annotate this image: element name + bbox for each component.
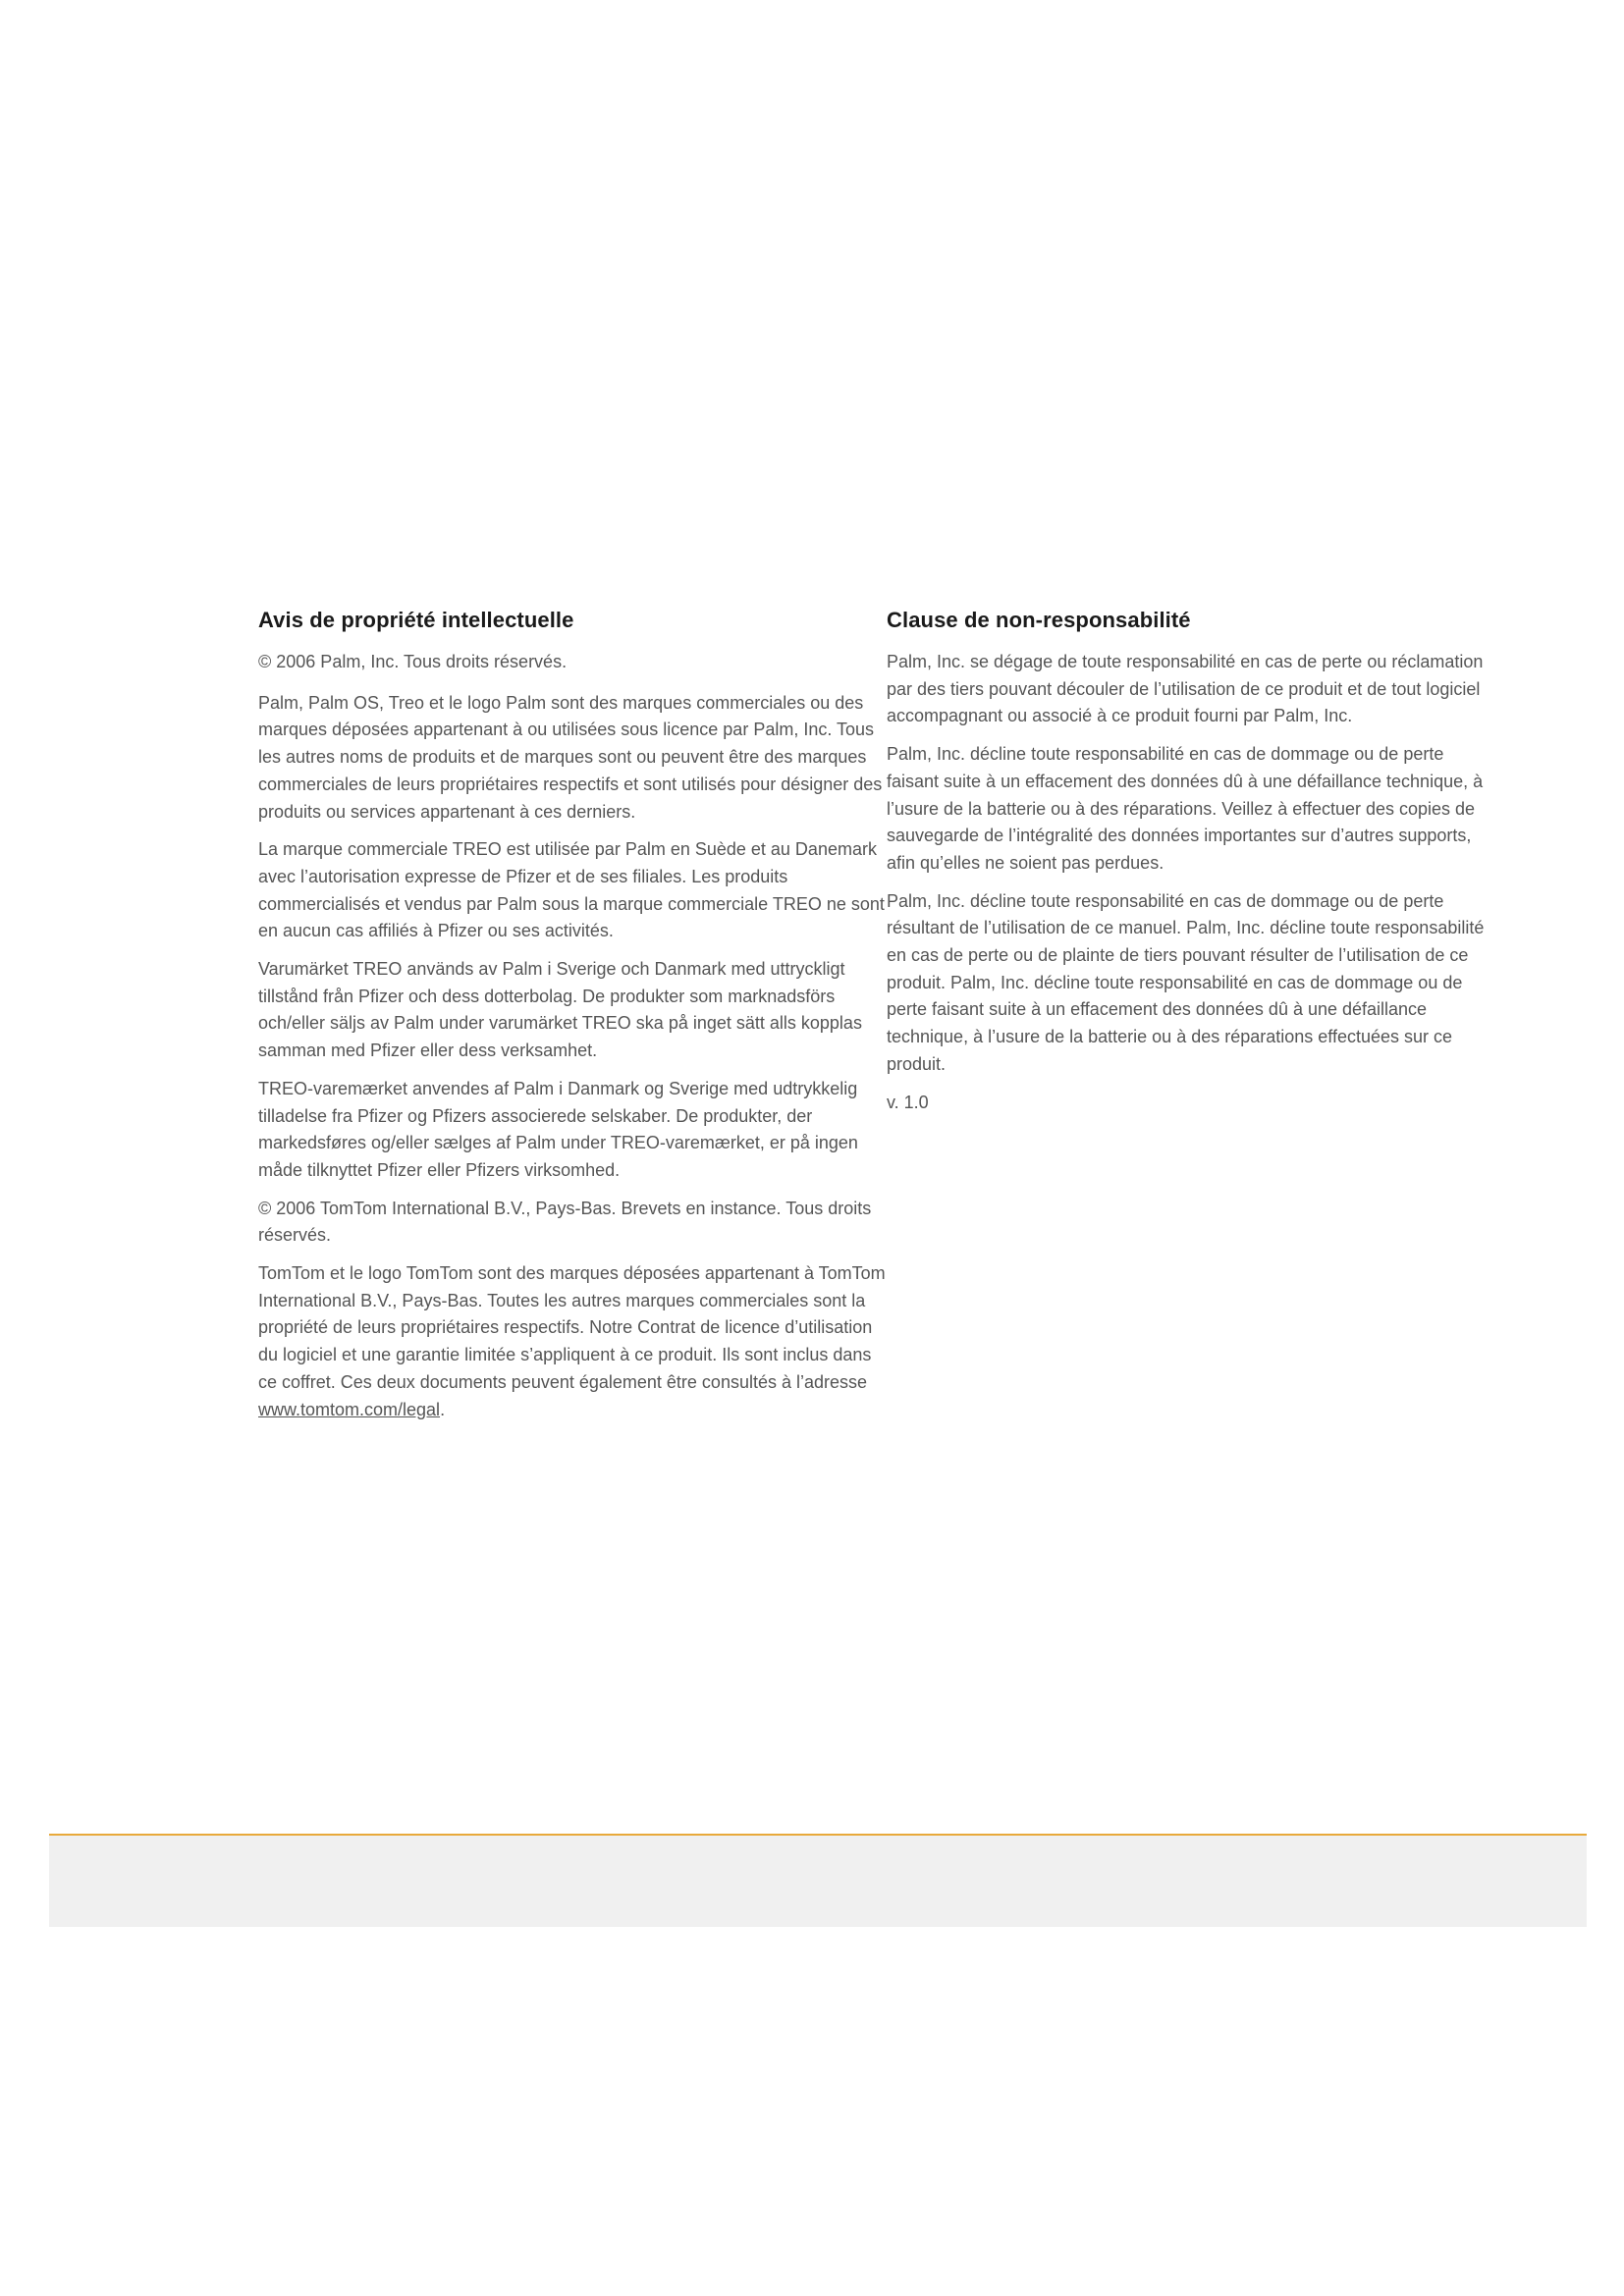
tomtom-trademarks-paragraph xyxy=(258,1260,887,1423)
disclaimer-column xyxy=(887,606,1486,1127)
version-label: v. 1.0 xyxy=(887,1092,929,1112)
treo-trademark-swedish-paragraph: Varumärket TREO används av Palm i Sverige och Danmark med uttryckligt tillstånd från Pfizer och dess dotterbolag. De produkter som marknadsförs och/eller säljs av Palm under varumärket TREO ska på inget sätt alls kopplas samman med Pfizer eller dess verksamhet. xyxy=(258,959,862,1061)
tomtom-legal-link[interactable]: www.tomtom.com/legal xyxy=(258,1399,441,1419)
intellectual-property-column xyxy=(258,606,887,1434)
disclaimer-claims-paragraph: Palm, Inc. se dégage de toute responsabilité en cas de perte ou réclamation par des tiers pouvant découler de l’utilisation de ce produit et de tout logiciel accompagnant ou associé à ce produit fourni par Palm, Inc. xyxy=(887,652,1484,726)
palm-copyright-notice: © 2006 Palm, Inc. Tous droits réservés. xyxy=(258,652,568,671)
treo-trademark-danish-paragraph: TREO-varemærket anvendes af Palm i Danmark og Sverige med udtrykkelig tilladelse fra Pfizer og Pfizers associerede selskaber. De produkter, der markedsføres og/eller sælges af Palm under TREO-varemærket, er på ingen måde tilknyttet Pfizer eller Pfizers virksomhed. xyxy=(258,1078,858,1180)
tomtom-legal-link-period: . xyxy=(440,1399,446,1419)
footer-band xyxy=(49,1836,1587,1927)
tomtom-copyright-notice: © 2006 TomTom International B.V., Pays-Bas. Brevets en instance. Tous droits réservés. xyxy=(258,1198,872,1246)
treo-trademark-french-paragraph: La marque commerciale TREO est utilisée par Palm en Suède et au Danemark avec l’autorisation expresse de Pfizer et de ses filiales. Les produits commercialisés et vendus par Palm sous la marque commerciale TREO ne sont en aucun cas affiliés à Pfizer ou ses activités. xyxy=(258,839,885,941)
disclaimer-manual-paragraph: Palm, Inc. décline toute responsabilité en cas de dommage ou de perte résultant de l’utilisation de ce manuel. Palm, Inc. décline toute responsabilité en cas de perte ou de plainte de tiers pouvant résulter de l’utilisation de ce produit. Palm, Inc. décline toute responsabilité en cas de dommage ou de perte faisant suite à un effacement des données dû à une défaillance technique, à l’usure de la batterie ou à des réparations effectuées sur ce produit. xyxy=(887,890,1485,1074)
palm-trademarks-paragraph: Palm, Palm OS, Treo et le logo Palm sont des marques commerciales ou des marques déposées appartenant à ou utilisées sous licence par Palm, Inc. Tous les autres noms de produits et de marques sont ou peuvent être des marques commerciales de leurs propriétaires respectifs et sont utilisés pour désigner des produits ou services appartenant à ces derniers. xyxy=(258,692,883,822)
disclaimer-heading: Clause de non-responsabilité xyxy=(887,608,1191,632)
tomtom-trademarks-text: TomTom et le logo TomTom sont des marques déposées appartenant à TomTom International B.V., Pays-Bas. Toutes les autres marques commerciales sont la propriété de leurs propriétaires respectifs. Notre Contrat de licence d’utilisation du logiciel et une garantie limitée s’appliquent à ce produit. Ils sont inclus dans ce coffret. Ces deux documents peuvent également être consultés à l’adresse xyxy=(258,1263,886,1392)
intellectual-property-heading: Avis de propriété intellectuelle xyxy=(258,608,574,632)
disclaimer-data-loss-paragraph: Palm, Inc. décline toute responsabilité en cas de dommage ou de perte faisant suite à un effacement des données dû à une défaillance technique, à l’usure de la batterie ou à des réparations. Veillez à effectuer des copies de sauvegarde de l’intégralité des données importantes sur d’autres supports, afin qu’elles ne soient pas perdues. xyxy=(887,744,1484,873)
